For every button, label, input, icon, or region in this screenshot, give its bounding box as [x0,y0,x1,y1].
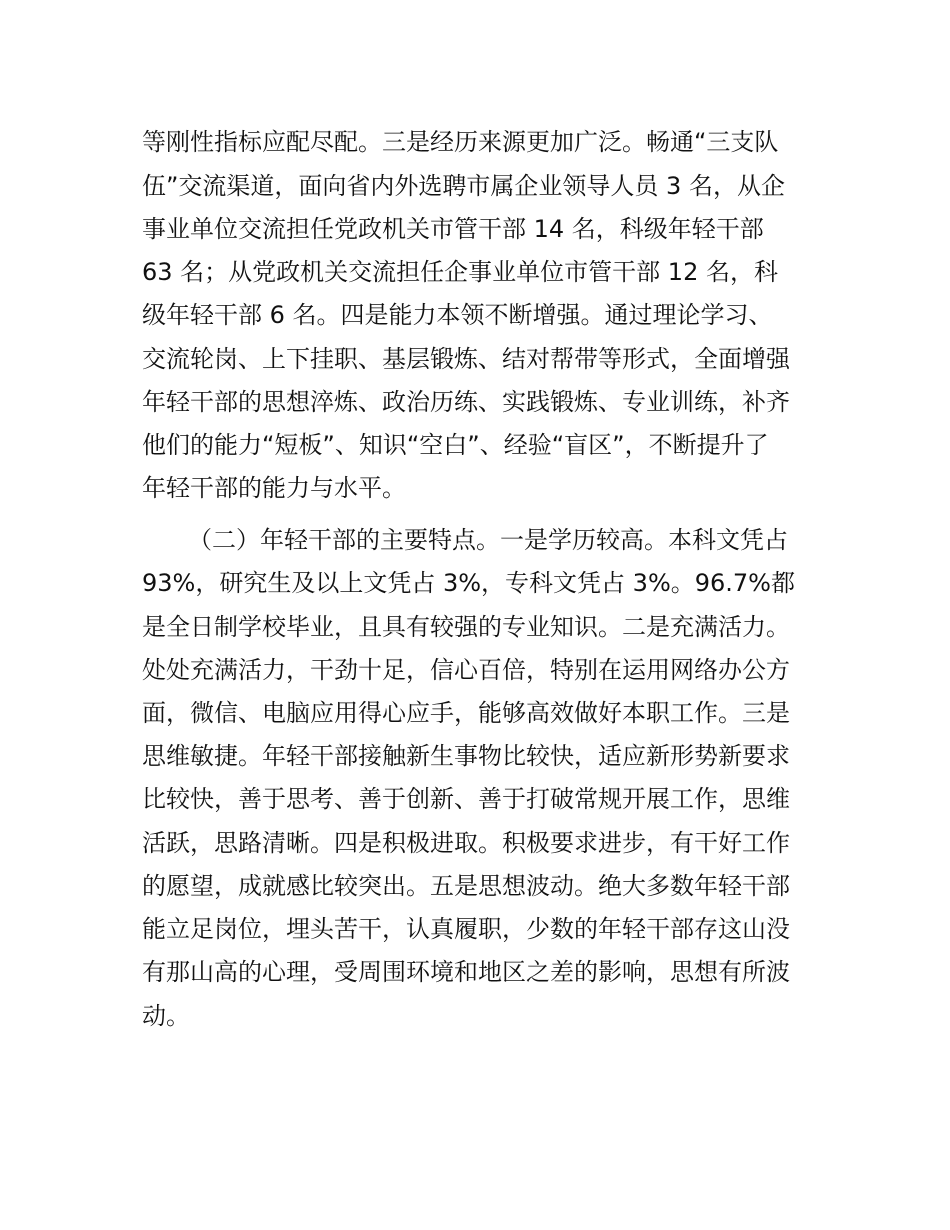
text-line: 面，微信、电脑应用得心应手，能够高效做好本职工作。三是 [142,699,790,727]
text-line: 93%，研究生及以上文凭占 3%，专科文凭占 3%。96.7%都 [142,569,795,597]
text-line: 能立足岗位，埋头苦干，认真履职，少数的年轻干部存这山没 [142,915,790,943]
text-line: 交流轮岗、上下挂职、基层锻炼、结对帮带等形式，全面增强 [142,345,790,373]
text-line: 处处充满活力，干劲十足，信心百倍，特别在运用网络办公方 [142,656,790,684]
text-line: 思维敏捷。年轻干部接触新生事物比较快，适应新形势新要求 [142,742,790,770]
text-line: 比较快，善于思考、善于创新、善于打破常规开展工作，思维 [142,785,790,813]
text-line: 是全日制学校毕业，且具有较强的专业知识。二是充满活力。 [142,613,790,641]
text-line: （二）年轻干部的主要特点。一是学历较高。本科文凭占 [188,526,788,554]
text-line: 年轻干部的思想淬炼、政治历练、实践锻炼、专业训练，补齐 [142,388,790,416]
text-line: 年轻干部的能力与水平。 [142,474,406,502]
text-line: 的愿望，成就感比较突出。五是思想波动。绝大多数年轻干部 [142,872,790,900]
text-line: 事业单位交流担任党政机关市管干部 14 名，科级年轻干部 [142,215,764,243]
text-line: 活跃，思路清晰。四是积极进取。积极要求进步，有干好工作 [142,829,790,857]
text-line: 伍”交流渠道，面向省内外选聘市属企业领导人员 3 名，从企 [142,172,785,200]
text-line: 他们的能力“短板”、知识“空白”、经验“盲区”，不断提升了 [142,431,769,459]
text-line: 级年轻干部 6 名。四是能力本领不断增强。通过理论学习、 [142,301,773,329]
text-line: 动。 [142,1002,190,1030]
text-line: 63 名；从党政机关交流担任企事业单位市管干部 12 名，科 [142,258,778,286]
text-line: 等刚性指标应配尽配。三是经历来源更加广泛。畅通“三支队 [142,128,779,156]
text-line: 有那山高的心理，受周围环境和地区之差的影响，思想有所波 [142,958,790,986]
